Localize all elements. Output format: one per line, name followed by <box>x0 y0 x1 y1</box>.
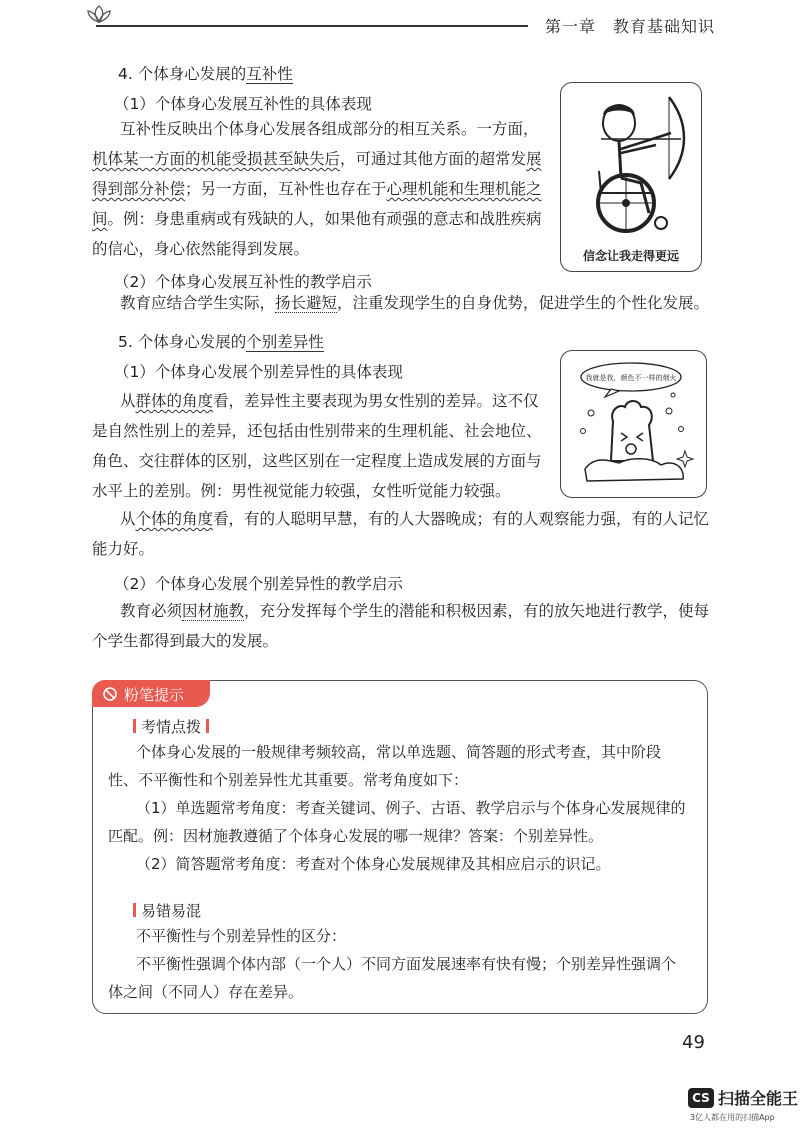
lotus-logo-icon <box>86 4 112 24</box>
tip-body-2 <box>108 922 688 1006</box>
section-4-paragraph-2: 教育应结合学生实际，扬长避短，注重发现学生的自身优势，促进学生的个性化发展。 <box>120 294 710 312</box>
tip-body-1 <box>108 738 688 878</box>
section-5-sub2: （2）个体身心发展个别差异性的教学启示 <box>114 575 403 593</box>
section-5-title: 5. 个体身心发展的个别差异性 <box>118 333 324 351</box>
wheelchair-archer-illustration <box>560 82 702 272</box>
chapter-title: 第一章 教育基础知识 <box>545 17 716 36</box>
tip-heading-exam-analysis: 考情点拨 <box>128 716 214 737</box>
camscanner-name: 扫描全能王 <box>718 1089 799 1108</box>
tip-paragraph-2: （1）单选题常考角度：考查关键词、例子、古语、教学启示与个体身心发展规律的匹配。例：因材施教遵循了个体身心发展的哪一规律？答案：个别差异性。 <box>108 799 686 845</box>
camscanner-logo-icon: CS <box>688 1088 714 1108</box>
speech-bubble-text: 我就是我，颜色不一样的烟火 <box>585 374 677 382</box>
archer-icon <box>561 83 701 243</box>
section-4-paragraph-1: 互补性反映出个体身心发展各组成部分的相互关系。一方面，机体某一方面的机能受损甚至缺失后，可通过其他方面的超常发展得到部分补偿；另一方面，互补性也存在于心理机能和生理机能之间。例：身患重病或有残缺的人，如果他有顽强的意志和战胜疾病的信心，身心依然能得到发展。 <box>92 120 542 258</box>
section-5-paragraph-3: 教育必须因材施教，充分发挥每个学生的潜能和积极因素，有的放矢地进行教学，使每个学生都得到最大的发展。 <box>92 602 710 650</box>
section-4-sub1: （1）个体身心发展互补性的具体表现 <box>114 95 372 113</box>
page-number: 49 <box>682 1032 705 1053</box>
tip-paragraph-4: 不平衡性与个别差异性的区分： <box>136 927 347 945</box>
character-icon <box>561 351 706 497</box>
header-rule <box>96 25 528 27</box>
fireworks-character-illustration <box>560 350 707 498</box>
section-5-sub1: （1）个体身心发展个别差异性的具体表现 <box>114 363 403 381</box>
key-term-individual-difference: 个别差异性 <box>246 333 324 351</box>
chalk-tip-tab: 粉笔提示 <box>92 680 210 707</box>
illustration-caption-1: 信念让我走得更远 <box>582 249 679 263</box>
section-5-paragraph-1: 从群体的角度看，差异性主要表现为男女性别的差异。这不仅是自然性别上的差异，还包括由性别带来的生理机能、社会地位、角色、交往群体的区别，这些区别在一定程度上造成发展的方面与水平上的差别。例：男性视觉能力较强，女性听觉能力较强。 <box>92 392 542 500</box>
key-term-complementarity: 互补性 <box>246 65 293 83</box>
section-4-title: 4. 个体身心发展的互补性 <box>118 65 293 83</box>
tip-paragraph-5: 不平衡性强调个体内部（一个人）不同方面发展速率有快有慢；个别差异性强调个体之间（不同人）存在差异。 <box>108 955 677 1001</box>
section-5-paragraph-2: 从个体的角度看，有的人聪明早慧，有的人大器晚成；有的人观察能力强，有的人记忆能力好。 <box>92 510 710 558</box>
tip-heading-common-mistakes: 易错易混 <box>128 900 201 921</box>
tip-paragraph-3: （2）简答题常考角度：考查对个体身心发展规律及其相应启示的识记。 <box>136 855 611 873</box>
tip-paragraph-1: 个体身心发展的一般规律考频较高，常以单选题、简答题的形式考查，其中阶段性、不平衡性和个别差异性尤其重要。常考角度如下： <box>108 743 662 789</box>
section-4-sub2: （2）个体身心发展互补性的教学启示 <box>114 273 372 291</box>
no-sign-icon <box>102 686 118 702</box>
camscanner-slogan: 3亿人都在用的扫描App <box>690 1113 775 1122</box>
